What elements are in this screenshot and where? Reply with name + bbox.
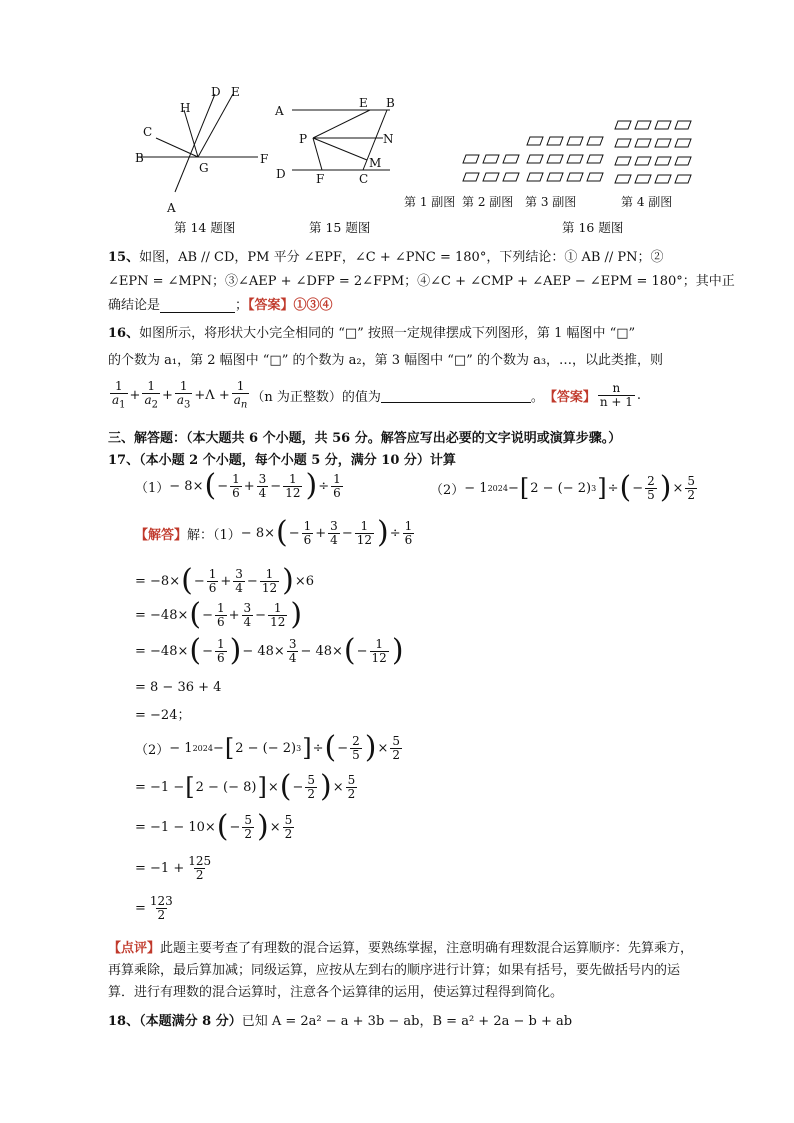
q17-solution-lead: 解：（1） — [187, 527, 241, 543]
fig16-sub-1: 第 1 副图 — [404, 195, 456, 209]
q17-problem-2: （2） − 1 2024 − [ 2 − (− 2) 3 ] ÷ ( − $\frac{2}{5}$ ) × $\frac{5}{2}$ — [430, 470, 695, 505]
q18-line — [108, 1010, 572, 1029]
q16-number: 16、 — [108, 326, 140, 341]
fig16-tile-2-0x — [587, 137, 603, 145]
q18-heading: 18、（本题满分 8 分） — [108, 1014, 242, 1029]
q15-text-1: 如图，AB // CD，PM 平分 ∠EPF，∠C + ∠PNC = 180°，下列结论：① AB // PN；② — [139, 250, 664, 265]
q15-answer-tag: 【答案】 — [248, 298, 294, 313]
fig16-tile-3-30 — [615, 175, 631, 183]
fig16-tile-3-00 — [615, 121, 631, 129]
fig15-label-d: D — [276, 167, 286, 181]
fig16-tile-3-31 — [635, 175, 651, 183]
q17-part2-line-1: （2） − 1 2024 − [ 2 − (− 2) 3 ] ÷ ( − $\frac{2}{5}$ ) × $\frac{5}{2}$ — [135, 730, 400, 765]
fig14-label-c: C — [143, 125, 153, 139]
fig14-label-h: H — [180, 101, 191, 115]
q16-answer-end: . — [636, 387, 642, 403]
fig16-sub-2: 第 2 副图 — [462, 195, 514, 209]
fig15-label-a: A — [275, 104, 284, 118]
q17-step-5: = −24； — [135, 708, 191, 723]
q17-p2-label: （2） — [430, 482, 465, 498]
q17-comment — [108, 938, 704, 1004]
fig16-tile-3-33 — [675, 175, 691, 183]
q17-part2-step-3: = −1 + $\frac{125}{2}$ — [135, 854, 212, 882]
fig16-sub-3: 第 3 副图 — [525, 195, 577, 209]
frac-1-a3: $\frac{1}{a_3}$ — [176, 379, 191, 410]
fig16-tile-2-02 — [567, 137, 583, 145]
fig15-label-n: N — [383, 132, 394, 146]
figure-16 — [455, 115, 715, 195]
q15-line-1 — [108, 246, 664, 265]
fig15-label-f: F — [316, 172, 325, 186]
fig16-tile-3-23 — [675, 157, 691, 165]
fig14-label-b: B — [135, 151, 144, 165]
fig16-tile-2-22 — [567, 173, 583, 181]
fig16-tile-2-1x — [587, 155, 603, 163]
fig14-label-g: G — [199, 161, 209, 175]
q18-text: 已知 A = 2a² − a + 3b − ab，B = a² + 2a − b + ab — [241, 1014, 573, 1029]
q17-part2-step-1: = −1 − [ 2 − (− 8) ] × ( − $\frac{5}{2}$ ) × $\frac{5}{2}$ — [135, 769, 356, 804]
q17-solution-line-1: 【解答】 解：（1） − 8× ( − $\frac{1}{6}$ + $\frac{3}{4}$ − $\frac{1}{12}$ ) ÷ $\frac{1}{6}$ — [135, 515, 413, 550]
q16-answer: $\frac{n}{n + 1}$ — [599, 381, 633, 409]
fig16-tile-2-21 — [547, 173, 563, 181]
q17-problem-1: （1） − 8× ( − $\frac{1}{6}$ + $\frac{3}{4}$ − $\frac{1}{12}$ ) ÷ $\frac{1}{6}$ — [135, 468, 341, 503]
q17-step-1: = −8× ( − $\frac{1}{6}$ + $\frac{3}{4}$ − $\frac{1}{12}$ ) ×6 — [135, 563, 314, 598]
figure-14 — [130, 80, 280, 215]
fig16-tile-3-03 — [675, 121, 691, 129]
fig15-caption: 第 15 题图 — [309, 220, 371, 235]
fig16-tile-3-02 — [655, 121, 671, 129]
q17-p1-label: （1） — [135, 480, 170, 496]
fig16-tile-1-3 — [463, 173, 479, 181]
fig14-label-a: A — [167, 201, 176, 215]
fig16-tile-2-20 — [527, 173, 543, 181]
fig16-tile-2-2x — [587, 173, 603, 181]
fig16-tile-1-0 — [463, 155, 479, 163]
q15-text-3: 确结论是 — [108, 298, 161, 313]
fig16-tile-3-21 — [635, 157, 651, 165]
fig16-tile-3-12 — [655, 139, 671, 147]
fig16-tile-2-01 — [547, 137, 563, 145]
q17-part2-step-2: = −1 − 10× ( − $\frac{5}{2}$ ) × $\frac{5}{2}$ — [135, 809, 293, 844]
q15-semicolon: ； — [235, 298, 249, 313]
q15-number: 15、 — [108, 250, 140, 265]
section-3-heading: 三、解答题：（本大题共 6 个小题，共 56 分。解答应写出必要的文字说明或演算步骤。） — [108, 431, 622, 446]
fig16-tile-3-13 — [675, 139, 691, 147]
fig14-label-e: E — [231, 85, 240, 99]
q17-comment-tag: 【点评】 — [108, 941, 161, 956]
q16-line-1 — [108, 322, 635, 341]
fig16-tile-2-00 — [527, 137, 543, 145]
fig16-tile-3-11 — [635, 139, 651, 147]
q15-line-3 — [108, 294, 333, 313]
fig16-sub-4: 第 4 副图 — [621, 195, 673, 209]
fig16-tile-3-10 — [615, 139, 631, 147]
q16-expr-tail: （n 为正整数）的值为 — [251, 389, 381, 405]
q15-answer: ①③④ — [293, 298, 333, 313]
frac-1-a2: $\frac{1}{a_2}$ — [144, 379, 158, 410]
fig16-tile-3-32 — [655, 175, 671, 183]
fig16-tile-2-12 — [567, 155, 583, 163]
fig16-tile-3-01 — [635, 121, 651, 129]
fig16-tile-1-y — [503, 173, 519, 181]
q16-period: 。 — [530, 389, 544, 405]
frac-1-a1: $\frac{1}{a_1}$ — [112, 379, 126, 410]
fig15-label-c: C — [359, 172, 369, 186]
frac-1-an: $\frac{1}{a_n}$ — [233, 379, 248, 410]
fig15-label-b: B — [386, 96, 395, 110]
q16-answer-tag: 【答案】 — [543, 389, 596, 405]
q15-line-2: ∠EPN = ∠MPN；③∠AEP + ∠DFP = 2∠FPM；④∠C + ∠CMP + ∠AEP − ∠EPM = 180°；其中正 — [108, 274, 735, 289]
fig14-label-f: F — [260, 152, 269, 166]
q17-step-2: = −48× ( − $\frac{1}{6}$ + $\frac{3}{4}$ − $\frac{1}{12}$ ) — [135, 597, 303, 632]
fig16-tile-1-x — [503, 155, 519, 163]
q17-part2-label: （2） — [135, 742, 170, 758]
q17-heading: 17、（本小题 2 个小题，每个小题 5 分，满分 10 分）计算 — [108, 453, 456, 468]
fig15-label-m: M — [369, 156, 382, 170]
q16-line-3: $\frac{1}{a_1}$ + $\frac{1}{a_2}$ + $\frac{1}{a_3}$ +Λ + $\frac{1}{a_n}$ （n 为正整数）的值为 。 【答案】 $\frac{n}{n + 1}$ . — [112, 379, 642, 410]
fig14-caption: 第 14 题图 — [174, 220, 236, 235]
q17-solution-tag: 【解答】 — [135, 527, 188, 543]
q17-step-3: = −48× ( − $\frac{1}{6}$ ) − 48× $\frac{3}{4}$ − 48× ( − $\frac{1}{12}$ ) — [135, 633, 404, 668]
fig15-label-p: P — [299, 132, 308, 146]
q15-answer-blank — [160, 298, 235, 313]
fig16-tile-1-1 — [483, 155, 499, 163]
q17-step-4: = 8 − 36 + 4 — [135, 680, 222, 695]
fig16-tile-1-4 — [483, 173, 499, 181]
fig16-tile-2-11 — [547, 155, 563, 163]
q16-line-2: 的个数为 a₁，第 2 幅图中 “□” 的个数为 a₂，第 3 幅图中 “□” 的个数为 a₃，…，以此类推，则 — [108, 353, 664, 368]
fig16-tile-3-20 — [615, 157, 631, 165]
fig14-label-d: D — [211, 85, 221, 99]
fig15-label-e: E — [359, 96, 368, 110]
q16-answer-blank — [381, 388, 531, 403]
fig16-caption: 第 16 题图 — [562, 220, 624, 235]
q17-comment-text: 此题主要考查了有理数的混合运算，要熟练掌握，注意明确有理数混合运算顺序：先算乘方，再算乘除，最后算加减；同级运算，应按从左到右的顺序进行计算；如果有括号，要先做括号内的运算．进行有理数的混合运算时，注意各个运算律的运用，使运算过程得到简化。 — [108, 941, 694, 1000]
q16-text-1: 如图所示，将形状大小完全相同的 “□” 按照一定规律摆成下列图形，第 1 幅图中 “□” — [139, 326, 636, 341]
fig16-tile-2-10 — [527, 155, 543, 163]
q17-part2-step-4: = $\frac{123}{2}$ — [135, 894, 173, 922]
fig16-tile-3-22 — [655, 157, 671, 165]
